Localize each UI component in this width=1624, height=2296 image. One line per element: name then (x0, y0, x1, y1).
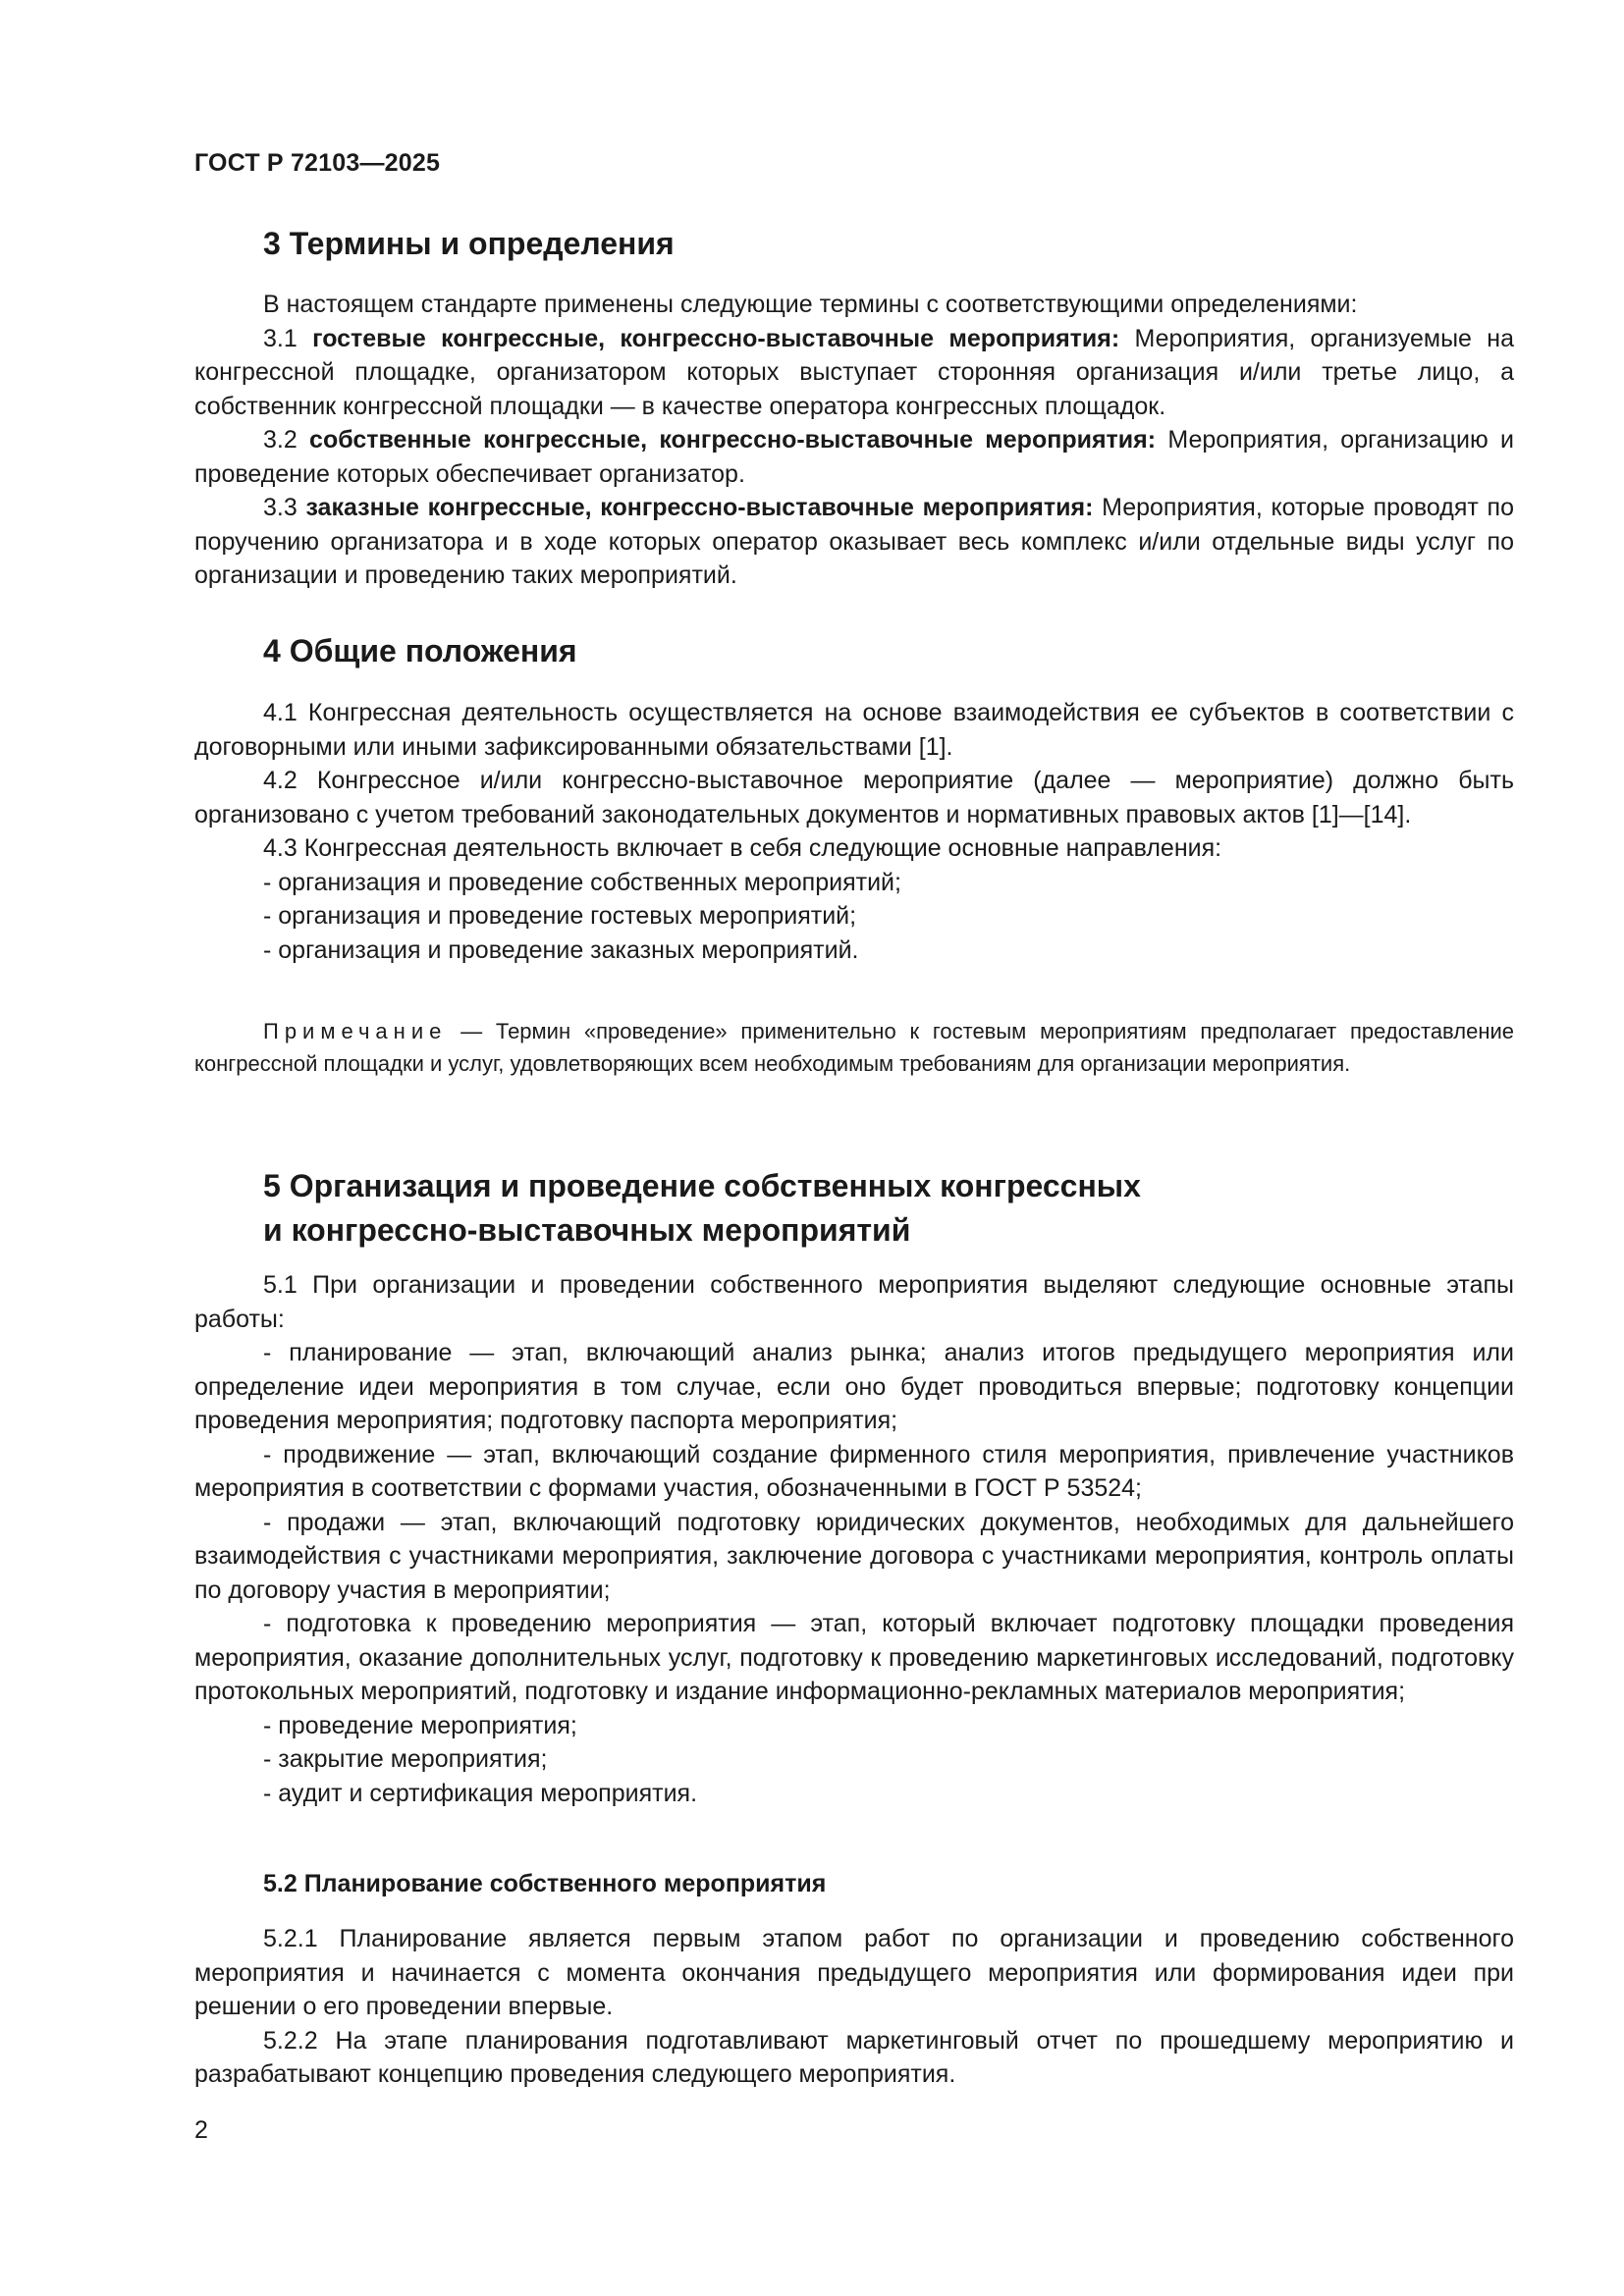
list-item: - закрытие мероприятия; (263, 1745, 548, 1773)
term-3-3 (194, 491, 1514, 593)
section-5-body (194, 1268, 1514, 1810)
section-5-title (263, 1164, 1141, 1253)
list-item: - продажи — этап, включающий подготовку юридических документов, необходимых для дальнейшего взаимодействия с участниками мероприятия, заключение договора с участниками мероприятия, контроль оплаты по договору участия в мероприятии; (194, 1508, 1514, 1604)
term-3-2-term: собственные конгрессные, конгрессно-выставочные мероприятия: (309, 426, 1157, 454)
paragraph-4-2: 4.2 Конгрессное и/или конгрессно-выставочное мероприятие (далее — мероприятие) должно быть организовано с учетом требований законодательных документов и нормативных правовых актов [1]—[14]. (194, 767, 1514, 828)
section-3-title: 3 Термины и определения (263, 226, 675, 261)
list-item: - организация и проведение гостевых мероприятий; (263, 902, 857, 930)
section-3-body (194, 288, 1514, 593)
term-3-2-definition: Мероприятия, организацию и проведение которых обеспечивает организатор. (194, 426, 1514, 488)
term-3-1-definition: Мероприятия, организуемые на конгрессной площадке, организатором которых выступает сторонняя организация и/или третье лицо, а собственник конгрессной площадки — в качестве оператора конгрессных площадок. (194, 324, 1515, 420)
paragraph-4-1: 4.1 Конгрессная деятельность осуществляется на основе взаимодействия ее субъектов в соответствии с договорными или иными зафиксированными обязательствами [1]. (194, 699, 1514, 761)
paragraph-5-2-1: 5.2.1 Планирование является первым этапом работ по организации и проведению собственного мероприятия и начинается с момента окончания предыдущего мероприятия или формирования идеи при решении о его проведении впервые. (194, 1925, 1514, 2020)
section-3-intro: В настоящем стандарте применены следующие термины с соответствующими определениями: (263, 291, 1358, 318)
list-item: - организация и проведение собственных мероприятий; (263, 868, 901, 896)
section-5-title-line-1: 5 Организация и проведение собственных конгрессных (263, 1168, 1141, 1203)
note-paragraph (194, 1015, 1514, 1080)
list-item: - продвижение — этап, включающий создание фирменного стиля мероприятия, привлечение участников мероприятия в соответствии с формами участия, обозначенными в ГОСТ Р 53524; (194, 1440, 1514, 1502)
paragraph-5-1: 5.1 При организации и проведении собственного мероприятия выделяют следующие основные этапы работы: (194, 1271, 1514, 1333)
list-item: - проведение мероприятия; (263, 1711, 577, 1739)
list-item: - аудит и сертификация мероприятия. (263, 1779, 698, 1807)
subsection-5-2-title: 5.2 Планирование собственного мероприятия (263, 1870, 827, 1897)
list-item: - подготовка к проведению мероприятия — этап, который включает подготовку площадки проведения мероприятия, оказание дополнительных услуг, подготовку к проведению маркетинговых исследований, подготовку протокольных мероприятий, подготовку и издание информационно-рекламных материалов мероприятия; (194, 1610, 1514, 1705)
note (194, 1015, 1514, 1080)
term-3-1 (194, 322, 1514, 424)
list-item: - организация и проведение заказных мероприятий. (263, 935, 859, 964)
term-3-3-term: заказные конгрессные, конгрессно-выставочные мероприятия: (305, 494, 1094, 521)
term-3-1-number: 3.1 (263, 324, 313, 352)
subsection-5-2-body (194, 1922, 1514, 2092)
section-4-body (194, 696, 1514, 967)
list-item: - планирование — этап, включающий анализ рынка; анализ итогов предыдущего мероприятия или определение идеи мероприятия в том случае, если оно будет проводиться впервые; подготовку концепции проведения мероприятия; подготовку паспорта мероприятия; (194, 1339, 1514, 1434)
term-3-2 (194, 423, 1514, 491)
section-4-title: 4 Общие положения (263, 633, 577, 668)
note-label: Примечание (263, 1019, 448, 1043)
document-code-header: ГОСТ Р 72103—2025 (194, 149, 441, 177)
paragraph-4-3: 4.3 Конгрессная деятельность включает в себя следующие основные направления: (263, 834, 1222, 862)
term-3-3-number: 3.3 (263, 494, 306, 521)
section-5-title-line-2: и конгрессно-выставочных мероприятий (263, 1212, 911, 1248)
term-3-1-term: гостевые конгрессные, конгрессно-выставочные мероприятия: (312, 324, 1120, 352)
page-number: 2 (194, 2116, 208, 2144)
paragraph-5-2-2: 5.2.2 На этапе планирования подготавливают маркетинговый отчет по прошедшему мероприятию и разрабатывают концепцию проведения следующего мероприятия. (194, 2026, 1514, 2088)
note-text: — Термин «проведение» применительно к гостевым мероприятиям предполагает предоставление конгрессной площадки и услуг, удовлетворяющих всем необходимым требованиям для организации мероприятия. (194, 1019, 1514, 1076)
term-3-2-number: 3.2 (263, 426, 310, 454)
term-3-3-definition: Мероприятия, которые проводят по поручению организатора и в ходе которых оператор оказывает весь комплекс и/или отдельные виды услуг по организации и проведению таких мероприятий. (194, 494, 1514, 589)
